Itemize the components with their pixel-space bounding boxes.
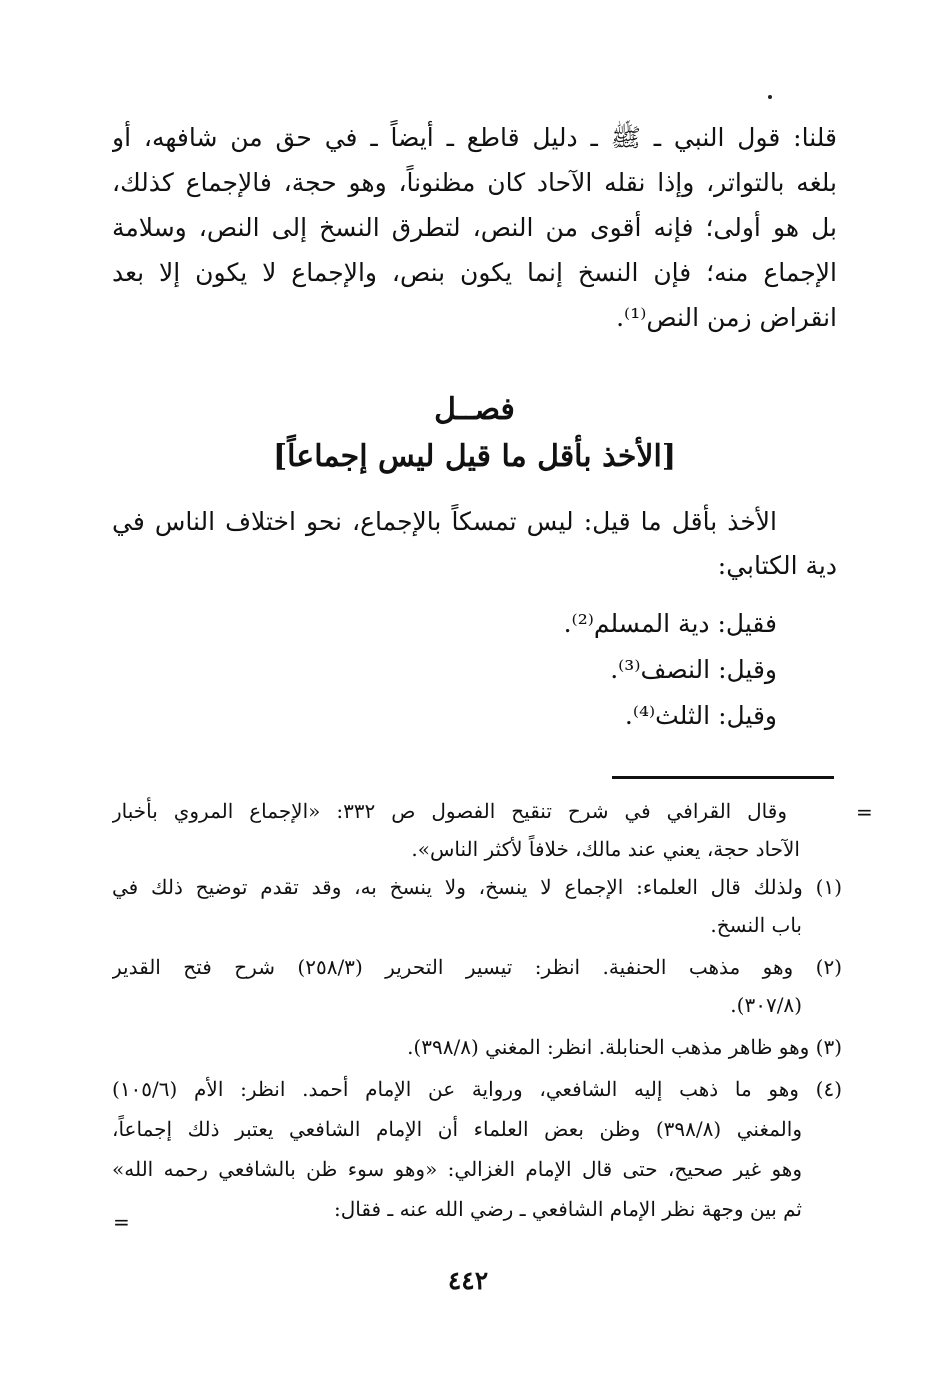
opinion-item-1: فقيل: دية المسلم⁽²⁾.	[563, 609, 777, 638]
page-number: ٤٤٢	[447, 1266, 489, 1295]
footnote-3-line-1: (٣) وهو ظاهر مذهب الحنابلة. انظر: المغني (٣٩٨/٨).	[407, 1035, 842, 1059]
footnote-2-line-1: (٢) وهو مذهب الحنفية. انظر: تيسير التحرير (٢٥٨/٣) شرح فتح القدير	[112, 955, 842, 979]
opinion-item-2: وقيل: النصف⁽³⁾.	[610, 655, 777, 684]
footnote-continuation-line-1: وقال القرافي في شرح تنقيح الفصول ص ٣٣٢: «الإجماع المروي بأخبار	[112, 799, 787, 823]
intro-line-1: الأخذ بأقل ما قيل: ليس تمسكاً بالإجماع، نحو اختلاف الناس في	[112, 507, 777, 536]
footnote-2-line-2: (٣٠٧/٨).	[730, 993, 802, 1017]
section-subheading: [الأخذ بأقل ما قيل ليس إجماعاً]	[272, 439, 677, 474]
body-line-4: الإجماع منه؛ فإن النسخ إنما يكون بنص، والإجماع لا يكون إلا بعد	[112, 258, 837, 287]
footnote-4-line-3: وهو غير صحيح، حتى قال الإمام الغزالي: «وهو سوء ظن بالشافعي رحمه الله»	[112, 1157, 802, 1181]
body-line-1: قلنا: قول النبي ـ ﷺ ـ دليل قاطع ـ أيضاً ـ في حق من شافهه، أو	[112, 123, 837, 152]
footnote-1-line-2: باب النسخ.	[710, 913, 802, 937]
footnote-continuation-line-2: الآحاد حجة، يعني عند مالك، خلافاً لأكثر الناس».	[411, 837, 800, 861]
continuation-end-mark: =	[113, 1210, 130, 1234]
footnote-4-line-1: (٤) وهو ما ذهب إليه الشافعي، ورواية عن الإمام أحمد. انظر: الأم (١٠٥/٦)	[112, 1077, 842, 1101]
intro-line-2: دية الكتابي:	[717, 551, 837, 580]
footnote-4-line-2: والمغني (٣٩٨/٨) وظن بعض العلماء أن الإمام الشافعي يعتبر ذلك إجماعاً،	[112, 1117, 802, 1141]
continuation-mark: =	[856, 800, 873, 824]
opinion-item-3: وقيل: الثلث⁽⁴⁾.	[624, 701, 777, 730]
ink-dot	[768, 95, 772, 99]
body-line-3: بل هو أولى؛ فإنه أقوى من النص، لتطرق النسخ إلى النص، وسلامة	[112, 213, 837, 242]
section-heading: فصــل	[434, 392, 515, 427]
body-line-2: بلغه بالتواتر، وإذا نقله الآحاد كان مظنوناً، وهو حجة، فالإجماع كذلك،	[112, 168, 837, 197]
body-line-5: انقراض زمن النص⁽¹⁾.	[616, 303, 837, 332]
footnote-separator	[612, 776, 834, 779]
footnote-4-line-4: ثم بين وجهة نظر الإمام الشافعي ـ رضي الله عنه ـ فقال:	[334, 1197, 802, 1221]
footnote-1-line-1: (١) ولذلك قال العلماء: الإجماع لا ينسخ، ولا ينسخ به، وقد تقدم توضيح ذلك في	[112, 875, 842, 899]
